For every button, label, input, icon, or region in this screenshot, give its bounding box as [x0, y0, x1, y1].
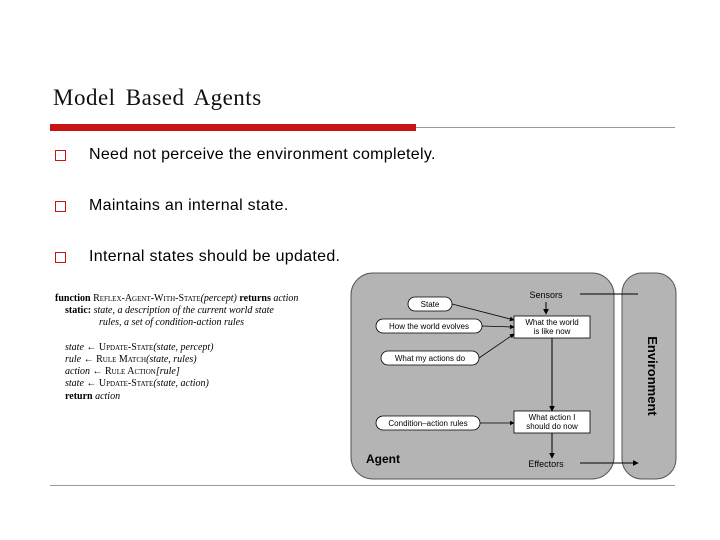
code-var: state: [65, 378, 84, 389]
code-arg: (state, action): [153, 378, 209, 389]
code-var: rule: [65, 354, 82, 365]
my-actions-label: What my actions do: [394, 354, 466, 363]
code-line: rule ← Rule Match(state, rules): [65, 354, 197, 365]
world-now-label-2: is like now: [533, 327, 571, 336]
code-keyword: static:: [65, 305, 92, 316]
code-text: state, a description of the current world state: [93, 305, 274, 316]
code-keyword: returns: [239, 293, 271, 304]
code-line: state ← Update-State(state, percept): [65, 342, 214, 353]
agent-panel: [351, 273, 614, 479]
square-bullet-icon: [55, 201, 66, 212]
world-now-label: What the world: [525, 318, 579, 327]
function-name: Update-State: [98, 378, 154, 389]
agent-diagram: [348, 270, 678, 482]
action-now-label: What action I: [528, 413, 576, 422]
effectors-label: Effectors: [528, 459, 564, 469]
function-name: Reflex-Agent-With-State: [93, 293, 201, 304]
bullet-text: Need not perceive the environment completely.: [89, 146, 436, 163]
sensors-label: Sensors: [529, 290, 563, 300]
code-text: rules, a set of condition-action rules: [99, 317, 244, 328]
rules-label: Condition–action rules: [388, 419, 468, 428]
bullet-text: Maintains an internal state.: [89, 197, 289, 214]
world-evolves-label: How the world evolves: [388, 322, 470, 331]
bottom-divider: [50, 485, 675, 486]
agent-label: Agent: [366, 452, 400, 466]
slide-title: Model Based Agents: [53, 85, 262, 110]
code-arg: (percept): [200, 293, 237, 304]
square-bullet-icon: [55, 252, 66, 263]
code-keyword: function: [55, 293, 91, 304]
code-arg: action: [273, 293, 299, 304]
code-line: [65, 391, 120, 403]
title-accent-bar: [50, 124, 416, 131]
code-line: [65, 305, 274, 317]
function-name: Rule Match: [96, 354, 147, 365]
function-name: Update-State: [98, 342, 154, 353]
code-arg: (state, percept): [153, 342, 214, 353]
state-label: State: [420, 300, 440, 309]
code-var: action: [65, 366, 90, 377]
code-arg: [rule]: [155, 366, 180, 377]
code-line: state ← Update-State(state, action): [65, 378, 209, 389]
function-name: Rule Action: [105, 366, 156, 377]
code-arg: (state, rules): [146, 354, 197, 365]
code-line: [99, 317, 244, 329]
code-line: action ← Rule Action[rule]: [65, 366, 180, 377]
code-line: [55, 293, 298, 305]
code-var: state: [65, 342, 84, 353]
action-now-label-2: should do now: [526, 422, 578, 431]
code-var: action: [95, 391, 121, 402]
square-bullet-icon: [55, 150, 66, 161]
code-keyword: return: [65, 391, 93, 402]
bullet-text: Internal states should be updated.: [89, 248, 341, 265]
environment-label: Environment: [645, 336, 660, 416]
pseudocode-block: [55, 293, 347, 433]
